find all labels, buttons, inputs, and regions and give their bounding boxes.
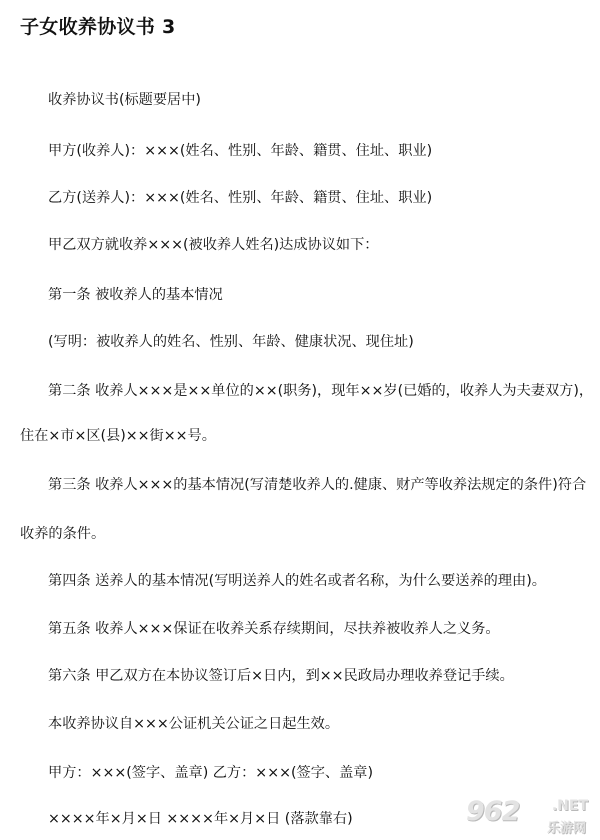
paragraph-article-5: 第五条 收养人×××保证在收养关系存续期间，尽扶养被收养人之义务。	[48, 621, 500, 637]
paragraph-party-a: 甲方(收养人)：×××(姓名、性别、年龄、籍贯、住址、职业)	[48, 143, 433, 159]
paragraph-heading-note: 收养协议书(标题要居中)	[48, 92, 201, 108]
site-watermark	[458, 796, 594, 836]
paragraph-article-3: 第三条 收养人×××的基本情况(写清楚收养人的.健康、财产等收养法规定的条件)符合	[48, 477, 587, 493]
page-title: 子女收养协议书 3	[20, 16, 176, 38]
paragraph-effective: 本收养协议自×××公证机关公证之日起生效。	[48, 716, 340, 732]
paragraph-article-4: 第四条 送养人的基本情况(写明送养人的姓名或者名称，为什么要送养的理由)。	[48, 573, 546, 589]
paragraph-article-2: 第二条 收养人×××是××单位的××(职务)，现年××岁(已婚的，收养人为夫妻双方)，	[48, 383, 594, 399]
paragraph-party-b: 乙方(送养人)：×××(姓名、性别、年龄、籍贯、住址、职业)	[48, 190, 433, 206]
paragraph-agreement-intro: 甲乙双方就收养×××(被收养人姓名)达成协议如下：	[48, 237, 379, 253]
paragraph-article-1: 第一条 被收养人的基本情况	[48, 287, 223, 303]
paragraph-article-3-cont: 收养的条件。	[20, 526, 106, 542]
paragraph-article-2-cont: 住在×市×区(县)××街××号。	[20, 428, 216, 444]
watermark-site-name: 乐游网	[546, 821, 586, 836]
paragraph-dates: ××××年×月×日 ××××年×月×日 (落款靠右)	[48, 811, 353, 827]
paragraph-article-6: 第六条 甲乙双方在本协议签订后×日内，到××民政局办理收养登记手续。	[48, 668, 514, 684]
watermark-suffix: .NET	[551, 798, 588, 814]
paragraph-signatures: 甲方：×××(签字、盖章) 乙方：×××(签字、盖章)	[48, 765, 373, 781]
paragraph-article-1-note: (写明：被收养人的姓名、性别、年龄、健康状况、现住址)	[48, 334, 414, 350]
watermark-brand: 962	[466, 796, 520, 827]
